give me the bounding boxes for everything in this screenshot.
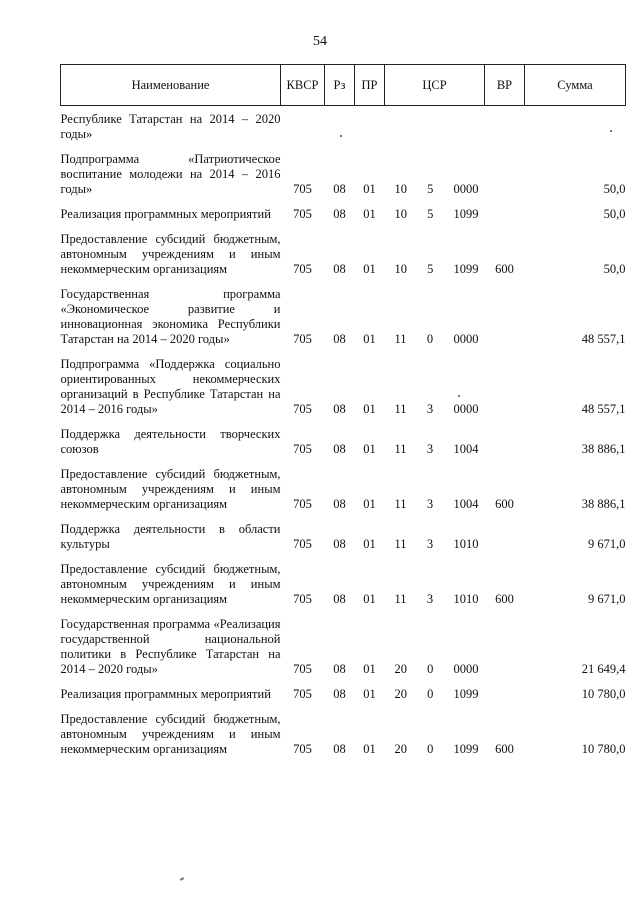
csr-part: 0	[426, 332, 434, 346]
row-vr	[485, 611, 525, 681]
row-pr: 01	[363, 442, 376, 456]
row-pr: 01	[363, 687, 376, 701]
row-kvsr: 705	[293, 182, 312, 196]
row-pr: 01	[363, 332, 376, 346]
row-pr: 01	[363, 402, 376, 416]
csr-code	[385, 262, 485, 277]
row-kvsr: 705	[293, 262, 312, 276]
table-row	[61, 146, 626, 201]
csr-part: 3	[426, 497, 434, 511]
csr-part: 3	[426, 402, 434, 416]
csr-part: 1004	[453, 497, 479, 511]
csr-part: 10	[394, 207, 407, 221]
budget-table	[60, 64, 626, 761]
csr-part: 11	[394, 537, 407, 551]
row-kvsr	[281, 106, 325, 147]
row-kvsr: 705	[293, 442, 312, 456]
row-vr	[485, 146, 525, 201]
csr-part: 1099	[453, 262, 479, 276]
row-vr	[485, 351, 525, 421]
row-sum: 10 780,0	[581, 687, 626, 701]
row-kvsr: 705	[293, 497, 312, 511]
row-name: Реализация программных мероприятий	[60, 207, 271, 221]
row-rz	[325, 106, 355, 147]
row-kvsr: 705	[293, 402, 312, 416]
row-rz: 08	[333, 742, 346, 756]
row-sum: 50,0	[603, 207, 626, 221]
row-vr: 600	[495, 742, 514, 756]
header-sum: Сумма	[525, 65, 626, 106]
row-csr	[385, 146, 485, 201]
csr-part: 0	[427, 687, 434, 701]
csr-code	[385, 182, 485, 197]
row-name: Государственная программа «Реализация государственной национальной политики в Республике Татарстан на 2014 – 2020 годы»	[60, 617, 281, 676]
csr-part: 5	[427, 207, 434, 221]
csr-part: 0000	[453, 182, 479, 196]
csr-code	[385, 537, 485, 552]
row-name: Поддержка деятельности в области культуры	[60, 522, 281, 551]
csr-part: 1099	[453, 687, 479, 701]
row-csr	[385, 281, 485, 351]
table-header-row	[61, 65, 626, 106]
table-row	[61, 706, 626, 761]
row-vr: 600	[495, 497, 514, 511]
row-name: Реализация программных мероприятий	[60, 687, 271, 701]
row-rz: 08	[333, 662, 346, 676]
row-name: Предоставление субсидий бюджетным, автономным учреждениям и иным некоммерческим организациям	[60, 712, 281, 756]
table-row	[61, 351, 626, 421]
row-sum: 21 649,4	[581, 662, 626, 676]
csr-part: 11	[394, 442, 407, 456]
csr-part: 11	[394, 332, 407, 346]
row-rz: 08	[333, 262, 346, 276]
header-vr: ВР	[485, 65, 525, 106]
csr-part: 1099	[453, 207, 479, 221]
row-name: Подпрограмма «Поддержка социально ориентированных некоммерческих организаций в Республике Татарстан на 2014 – 2016 годы»	[60, 357, 281, 416]
row-kvsr: 705	[293, 687, 312, 701]
csr-part: 20	[394, 742, 407, 756]
header-csr: ЦСР	[385, 65, 485, 106]
row-sum: 48 557,1	[581, 332, 626, 346]
table-row	[61, 226, 626, 281]
csr-part: 10	[394, 262, 407, 276]
row-kvsr: 705	[293, 207, 312, 221]
table-row	[61, 681, 626, 706]
row-csr	[385, 351, 485, 421]
row-name: Республике Татарстан на 2014 – 2020 годы»	[60, 112, 281, 141]
csr-part: 11	[394, 402, 407, 416]
row-sum: 10 780,0	[581, 742, 626, 756]
row-name: Государственная программа «Экономическое развитие и инновационная экономика Республики Татарстан на 2014 – 2020 годы»	[60, 287, 281, 346]
csr-part: 0000	[453, 332, 479, 346]
csr-code	[385, 687, 485, 702]
table-row	[61, 516, 626, 556]
row-rz: 08	[333, 442, 346, 456]
csr-part: 11	[394, 592, 407, 606]
csr-part: 1004	[453, 442, 479, 456]
csr-part: 5	[427, 262, 434, 276]
row-rz: 08	[333, 182, 346, 196]
row-vr	[485, 681, 525, 706]
row-pr: 01	[363, 537, 376, 551]
csr-part: 3	[426, 592, 434, 606]
row-rz: 08	[333, 332, 346, 346]
row-kvsr: 705	[293, 742, 312, 756]
row-csr	[385, 201, 485, 226]
row-pr: 01	[363, 742, 376, 756]
row-name: Подпрограмма «Патриотическое воспитание молодежи на 2014 – 2016 годы»	[60, 152, 281, 196]
csr-part: 0	[427, 742, 434, 756]
row-csr	[385, 421, 485, 461]
scan-speck	[610, 130, 612, 132]
page-number: 54	[313, 34, 327, 49]
header-pr: ПР	[355, 65, 385, 106]
csr-part: 0000	[453, 402, 479, 416]
table-row	[61, 611, 626, 681]
row-sum: 9 671,0	[588, 592, 626, 606]
csr-code	[385, 207, 485, 222]
row-sum: 50,0	[603, 262, 626, 276]
table-row	[61, 461, 626, 516]
row-vr	[485, 516, 525, 556]
csr-part: 1099	[453, 742, 479, 756]
table-row	[61, 556, 626, 611]
csr-part: 11	[394, 497, 407, 511]
csr-code	[385, 592, 485, 607]
row-vr: 600	[495, 592, 514, 606]
row-rz: 08	[333, 687, 346, 701]
row-pr: 01	[363, 662, 376, 676]
scan-speck	[180, 877, 184, 881]
header-kvsr: КВСР	[281, 65, 325, 106]
row-sum: 38 886,1	[581, 442, 626, 456]
csr-code	[385, 662, 485, 677]
csr-part: 1010	[453, 592, 479, 606]
row-kvsr: 705	[293, 592, 312, 606]
row-vr	[485, 421, 525, 461]
row-vr: 600	[495, 262, 514, 276]
row-rz: 08	[333, 497, 346, 511]
csr-part: 10	[394, 182, 407, 196]
row-pr: 01	[363, 497, 376, 511]
csr-code	[385, 442, 485, 457]
csr-part: 20	[394, 687, 407, 701]
csr-part: 0	[427, 662, 434, 676]
table-row	[61, 421, 626, 461]
csr-part: 3	[426, 442, 434, 456]
row-rz: 08	[333, 537, 346, 551]
row-sum: 48 557,1	[581, 402, 626, 416]
row-name: Предоставление субсидий бюджетным, автономным учреждениям и иным некоммерческим организациям	[60, 467, 281, 511]
csr-part: 3	[426, 537, 434, 551]
table-row	[61, 201, 626, 226]
header-rz: Рз	[325, 65, 355, 106]
row-name: Предоставление субсидий бюджетным, автономным учреждениям и иным некоммерческим организациям	[60, 562, 281, 606]
csr-part: 0000	[453, 662, 479, 676]
row-csr	[385, 461, 485, 516]
row-pr: 01	[363, 207, 376, 221]
row-kvsr: 705	[293, 662, 312, 676]
row-pr: 01	[363, 262, 376, 276]
row-csr	[385, 226, 485, 281]
row-csr	[385, 106, 485, 147]
row-kvsr: 705	[293, 332, 312, 346]
row-sum: 38 886,1	[581, 497, 626, 511]
row-pr	[355, 106, 385, 147]
row-pr: 01	[363, 592, 376, 606]
csr-part: 20	[394, 662, 407, 676]
csr-code	[385, 402, 485, 417]
table-row	[61, 106, 626, 147]
row-name: Поддержка деятельности творческих союзов	[60, 427, 281, 456]
csr-code	[385, 742, 485, 757]
table-row	[61, 281, 626, 351]
csr-code	[385, 497, 485, 512]
header-name: Наименование	[61, 65, 281, 106]
row-rz: 08	[333, 402, 346, 416]
row-csr	[385, 611, 485, 681]
row-rz: 08	[333, 592, 346, 606]
row-csr	[385, 556, 485, 611]
row-name: Предоставление субсидий бюджетным, автономным учреждениям и иным некоммерческим организациям	[60, 232, 281, 276]
csr-code	[385, 332, 485, 347]
row-rz: 08	[333, 207, 346, 221]
row-kvsr: 705	[293, 537, 312, 551]
row-csr	[385, 516, 485, 556]
scan-speck	[458, 395, 460, 397]
scan-speck	[340, 135, 342, 137]
row-sum	[525, 106, 626, 147]
csr-part: 5	[427, 182, 434, 196]
row-vr	[485, 281, 525, 351]
csr-part: 1010	[453, 537, 479, 551]
row-pr: 01	[363, 182, 376, 196]
row-vr	[485, 106, 525, 147]
row-csr	[385, 681, 485, 706]
row-csr	[385, 706, 485, 761]
row-sum: 50,0	[603, 182, 626, 196]
row-vr	[485, 201, 525, 226]
row-sum: 9 671,0	[588, 537, 626, 551]
